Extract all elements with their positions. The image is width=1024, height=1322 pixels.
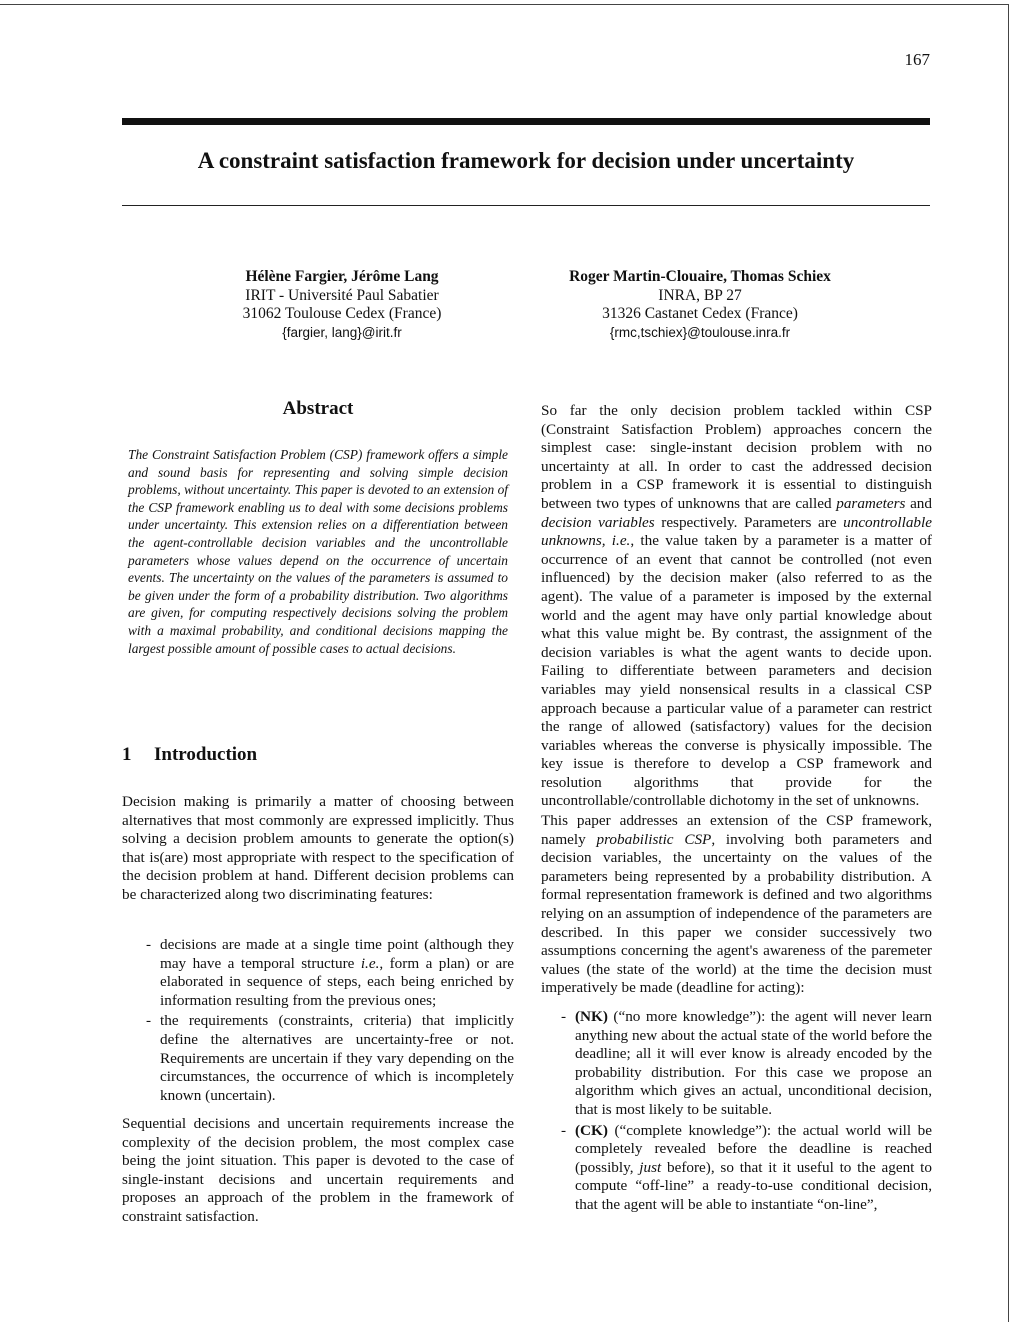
- author-email: {fargier, lang}@irit.fr: [282, 324, 402, 340]
- author-email: {rmc,tschiex}@toulouse.inra.fr: [609, 324, 791, 340]
- page-number: 167: [904, 50, 930, 69]
- intro-paragraph-2: Sequential decisions and uncertain requirements increase the complexity of the decision problem, the most complex case being the joint situation. This paper is devoted to the case of single-instant decisions and uncertain requirements and proposes an approach of the problem in the framework of constraint satisfaction.: [122, 1115, 514, 1225]
- author-address: 31062 Toulouse Cedex (France): [242, 305, 442, 322]
- intro-feature-list: [146, 936, 514, 1107]
- list-item: - the requirements (constraints, criteria) that implicitly define the alternatives are uncertainty-free or not. Requirements are uncertain if they vary depending on the circumstances, the occurrence of which is incompletely known (uncertain).: [146, 1012, 514, 1105]
- abstract-text: The Constraint Satisfaction Problem (CSP) framework offers a simple and sound basis for representing and solving simple decision problems, without uncertainty. This paper is devoted to an extension of the CSP framework enabling us to deal with some decisions problems under uncertainty. This extension relies on a differentiation between the agent-controllable decision variables and the uncontrollable parameters whose values depend on the occurrence of uncertain events. The uncertainty on the values of the parameters is assumed to be given under the form of a probability distribution. Two algorithms are given, for computing respectively decisions solving the problem with a maximal probability, and conditional decisions mapping the largest possible amount of possible cases to actual decisions.: [128, 447, 508, 656]
- right-paragraph-1: So far the only decision problem tackled within CSP (Constraint Satisfaction Problem) approaches concern the simplest case: single-instant decision problem with no uncertainty at all. In order to cast the addressed decision problem in a CSP framework it is essential to distinguish between two types of unknowns that are called parameters and decision variables respectively. Parameters are uncontrollable unknowns, i.e., the value taken by a parameter is a matter of occurrence of an event that cannot be controlled (not even influenced) by the decision maker (also referred to as the agent). The value of a parameter is imposed by the external world and the agent may have only partial knowledge about what this value might be. By contrast, the assignment of the decision variables is what the agent wants to decide upon. Failing to differentiate between parameters and decision variables may yield nonsensical results in a classical CSP approach because a particular value of a parameter can restrict the range of allowed (satisfactory) values for the decision variables whereas the converse is physically impossible. The key issue is therefore to develop a CSP framework and resolution algorithms that provide for the uncontrollable/controllable dichotomy in the set of unknowns.: [541, 402, 932, 810]
- author-names: Hélène Fargier, Jérôme Lang: [245, 268, 439, 285]
- title-rule-top: [122, 118, 930, 125]
- intro-paragraph-1: Decision making is primarily a matter of choosing between alternatives that most commonly are expressed implicitly. Thus solving a decision problem amounts to generate the option(s) that is(are) most appropriate with respect to the specification of the decision problem at hand. Different decision problems can be characterized along two discriminating features:: [122, 793, 514, 903]
- section-number: 1: [122, 744, 132, 765]
- author-names: Roger Martin-Clouaire, Thomas Schiex: [569, 268, 831, 285]
- page-top-border: [0, 4, 1008, 5]
- author-address: 31326 Castanet Cedex (France): [602, 305, 798, 322]
- abstract-heading: Abstract: [282, 398, 354, 419]
- author-affiliation: IRIT - Université Paul Sabatier: [245, 286, 439, 304]
- paper-title: A constraint satisfaction framework for decision under uncertainty: [197, 148, 855, 173]
- list-item: - (NK) (“no more knowledge”): the agent will never learn anything new about the actual state of the world before the deadline; all it will ever know is already encoded by the probability distribution. For this case we propose an algorithm which gives an actual, unconditional decision, that is most likely to be suitable.: [561, 1008, 932, 1120]
- list-item: - decisions are made at a single time point (although they may have a temporal structure i.e., form a plan) or are elaborated in sequence of steps, each being enriched by information resulting from the previous ones;: [146, 936, 514, 1010]
- section-heading-introduction: [122, 744, 514, 766]
- page-right-border: [1008, 4, 1009, 1322]
- author-block-right: [530, 268, 870, 342]
- right-paragraph-2: This paper addresses an extension of the CSP framework, namely probabilistic CSP, involving both parameters and decision variables, the uncertainty on the values of the parameters being represented by a probability distribution. A formal representation framework is defined and two algorithms relying on an assumption of independence of the parameters are described. In this paper we consider successively two assumptions concerning the agent's awareness of the paremeter values (the state of the world) at the time the decision must imperatively be made (deadline for acting):: [541, 812, 932, 997]
- knowledge-assumption-list: [561, 1008, 932, 1217]
- section-title: Introduction: [154, 744, 258, 765]
- list-item: - (CK) (“complete knowledge”): the actual world will be completely revealed before the deadline is reached (possibly, just before), so that it it useful to the agent to compute “off-line” a ready-to-use conditional decision, that the agent will be able to instantiate “on-line”,: [561, 1122, 932, 1215]
- author-block-left: [172, 268, 512, 342]
- title-rule-bottom: [122, 205, 930, 206]
- author-affiliation: INRA, BP 27: [658, 286, 742, 304]
